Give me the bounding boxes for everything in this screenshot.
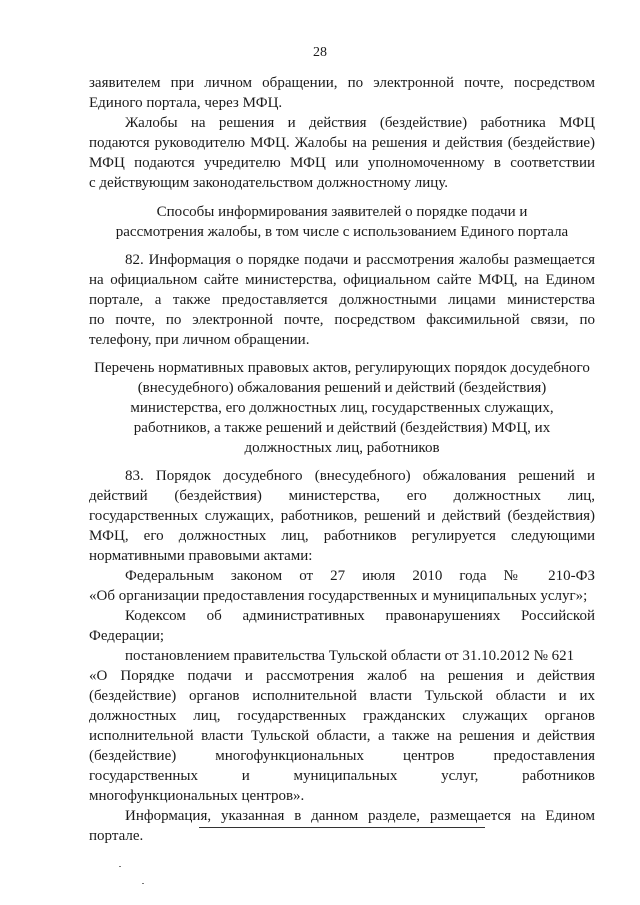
text-line: 83. Порядок досудебного (внесудебного) обжалования решений и [125, 468, 595, 484]
section-heading: министерства, его должностных лиц, государственных служащих, [130, 400, 554, 416]
text-line: Жалобы на решения и действия (бездействие) работника МФЦ [125, 115, 595, 131]
text-line: с действующим законодательством должностному лицу. [89, 175, 448, 191]
scan-speck [119, 866, 121, 867]
text-line: подаются руководителю МФЦ. Жалобы на решения и действия (бездействие) [89, 135, 595, 151]
text-line: Федерации; [89, 628, 165, 644]
text-line: 82. Информация о порядке подачи и рассмотрения жалобы размещается [125, 252, 595, 268]
section-heading: Перечень нормативных правовых актов, регулирующих порядок досудебного [94, 360, 590, 376]
text-line: (бездействие) органов исполнительной власти Тульской области и их [89, 688, 595, 704]
section-heading: рассмотрения жалобы, в том числе с использованием Единого портала [115, 224, 569, 240]
text-line: Единого портала, через МФЦ. [89, 95, 283, 111]
text-line: портале. [89, 828, 144, 844]
text-line: портале, а также предоставляется должностными лицами министерства [89, 292, 595, 308]
text-line: многофункциональных центров». [89, 788, 305, 804]
text-line: действий (бездействия) министерства, его должностных лиц, [89, 488, 595, 504]
text-line: Информация, указанная в данном разделе, размещается на Едином [125, 808, 595, 824]
section-heading: работников, а также решений и действий (бездействия) МФЦ, их [133, 420, 551, 436]
scan-speck [142, 883, 144, 884]
text-line: МФЦ, его должностных лиц, работников регулируется следующими [89, 528, 595, 544]
text-line: «Об организации предоставления государственных и муниципальных услуг»; [89, 588, 588, 604]
text-line: исполнительной власти Тульской области, а также на решения и действия [89, 728, 595, 744]
text-line: на официальном сайте министерства, официальном сайте МФЦ, на Едином [89, 272, 595, 288]
horizontal-rule [199, 827, 485, 828]
section-heading: Способы информирования заявителей о порядке подачи и [156, 204, 528, 220]
text-line: по почте, по электронной почте, посредством факсимильной связи, по [89, 312, 595, 328]
page-number: 28 [313, 45, 327, 60]
text-line: нормативными правовыми актами: [89, 548, 313, 564]
text-line: телефону, при личном обращении. [89, 332, 310, 348]
text-line: МФЦ подаются учредителю МФЦ или уполномоченному в соответствии [89, 155, 595, 171]
text-line: Федеральным законом от 27 июля 2010 года № 210-ФЗ [125, 568, 595, 584]
text-line: должностных лиц, государственных гражданских служащих органов [89, 708, 595, 724]
section-heading: должностных лиц, работников [244, 440, 440, 456]
text-line: заявителем при личном обращении, по электронной почте, посредством [89, 75, 595, 91]
text-line: постановлением правительства Тульской области от 31.10.2012 № 621 [125, 648, 575, 664]
text-line: государственных и муниципальных услуг, работников [89, 768, 595, 784]
text-line: «О Порядке подачи и рассмотрения жалоб на решения и действия [89, 668, 595, 684]
section-heading: (внесудебного) обжалования решений и действий (бездействия) [137, 380, 547, 396]
text-line: (бездействие) многофункциональных центров предоставления [89, 748, 595, 764]
text-line: государственных служащих, работников, решений и действий (бездействия) [89, 508, 595, 524]
text-line: Кодексом об административных правонарушениях Российской [125, 608, 595, 624]
